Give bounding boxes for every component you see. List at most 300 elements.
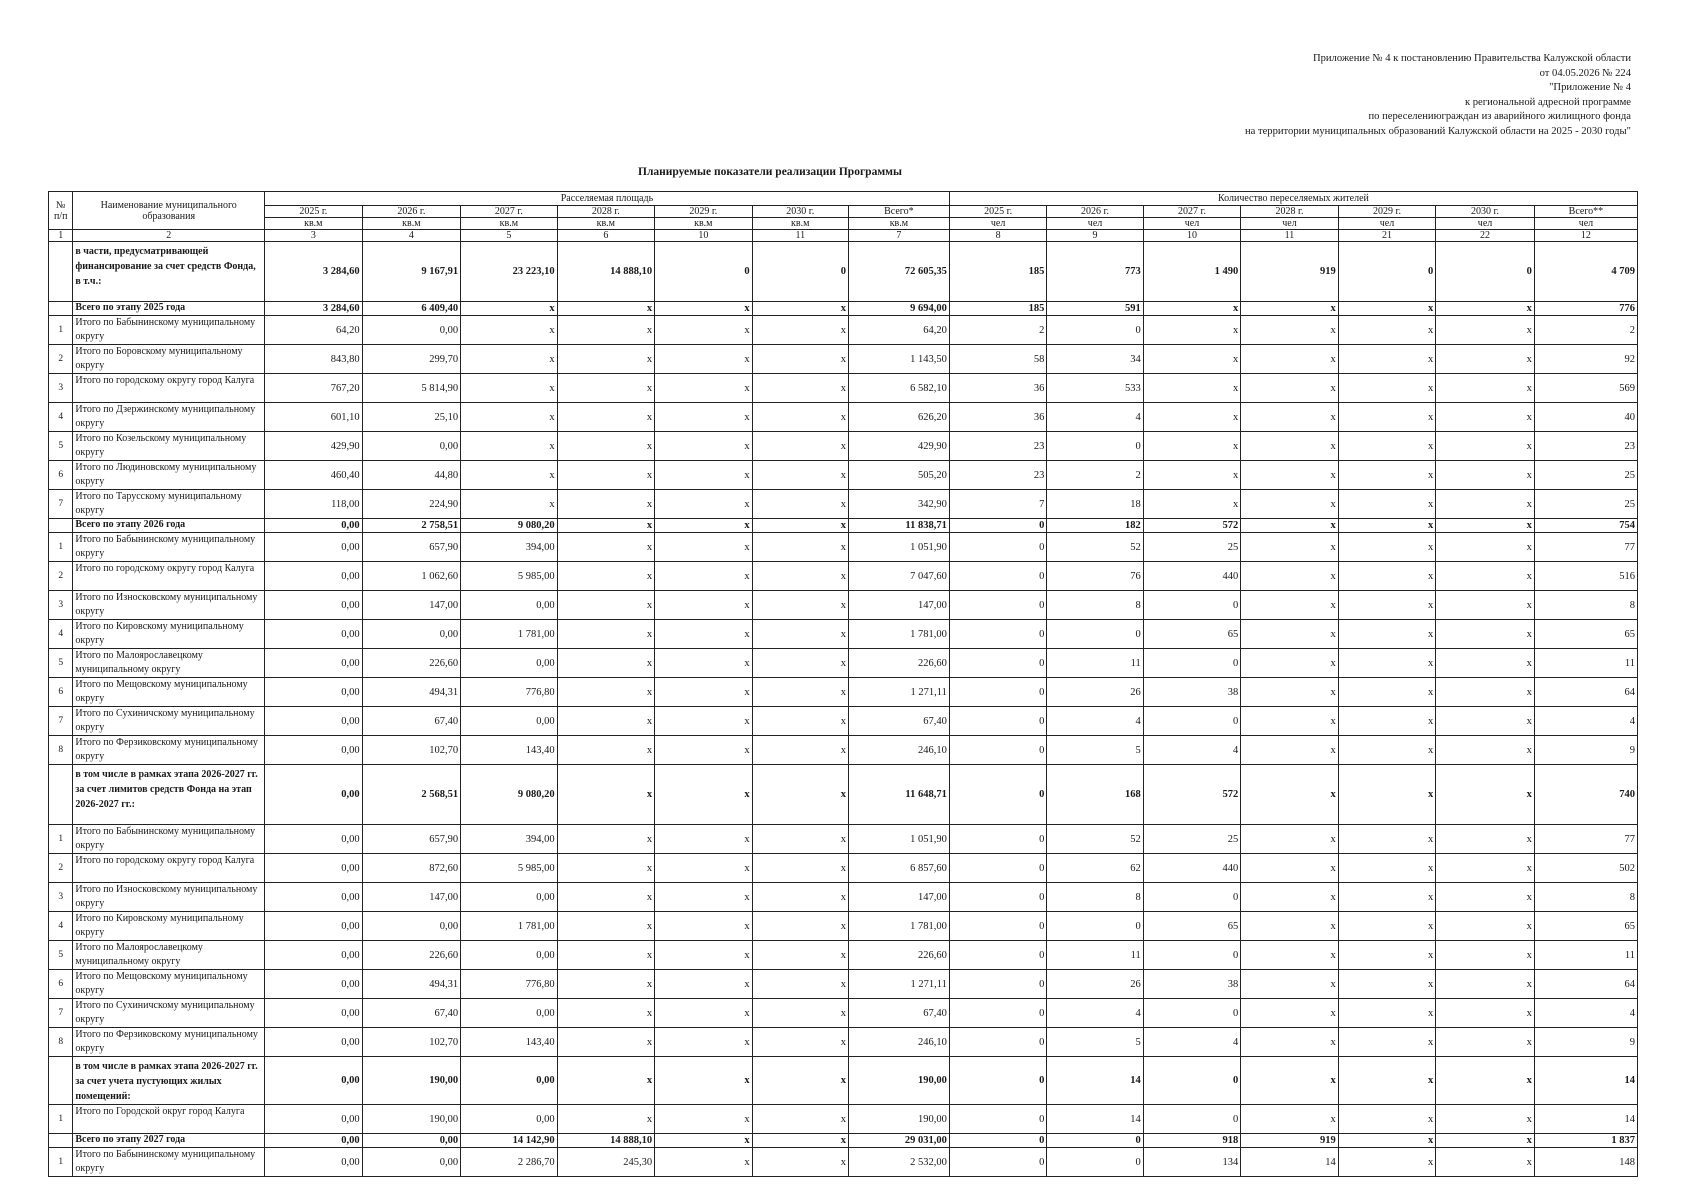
area-value-cell: 2 758,51 — [362, 519, 461, 533]
area-value-cell: 0,00 — [362, 316, 461, 345]
area-value-cell: x — [557, 854, 655, 883]
area-value-cell: x — [655, 941, 753, 970]
people-value-cell: 5 — [1047, 736, 1143, 765]
area-value-cell: 0,00 — [265, 1134, 363, 1148]
row-number: 7 — [49, 707, 73, 736]
people-value-cell: 4 — [1534, 999, 1637, 1028]
people-value-cell: 2 — [949, 316, 1047, 345]
people-value-cell: 569 — [1534, 374, 1637, 403]
row-number: 2 — [49, 854, 73, 883]
area-value-cell: 0 — [655, 242, 753, 302]
header-unit: кв.м — [655, 218, 753, 230]
area-value-cell: 0,00 — [362, 432, 461, 461]
area-value-cell: x — [752, 854, 848, 883]
people-value-cell: x — [1436, 707, 1535, 736]
people-value-cell: 11 — [1047, 941, 1143, 970]
area-value-cell: x — [557, 941, 655, 970]
area-value-cell: x — [752, 912, 848, 941]
header-year: 2029 г. — [1338, 206, 1436, 218]
municipality-name: Итого по Бабынинскому муниципальному округу — [73, 316, 265, 345]
area-value-cell: x — [752, 591, 848, 620]
area-value-cell: 44,80 — [362, 461, 461, 490]
area-value-cell: x — [752, 707, 848, 736]
row-number: 6 — [49, 970, 73, 999]
area-value-cell: x — [557, 1028, 655, 1057]
people-value-cell: 0 — [949, 941, 1047, 970]
area-value-cell: 0,00 — [265, 1028, 363, 1057]
area-value-cell: x — [461, 461, 557, 490]
people-value-cell: x — [1338, 620, 1436, 649]
people-value-cell: x — [1436, 883, 1535, 912]
people-value-cell: x — [1241, 1105, 1339, 1134]
municipality-name: в том числе в рамках этапа 2026-2027 гг. за счет учета пустующих жилых помещений: — [73, 1057, 265, 1105]
area-value-cell: 0,00 — [265, 1105, 363, 1134]
people-value-cell: 58 — [949, 345, 1047, 374]
area-value-cell: x — [557, 825, 655, 854]
people-value-cell: 64 — [1534, 678, 1637, 707]
area-value-cell: 147,00 — [362, 883, 461, 912]
people-value-cell: x — [1241, 999, 1339, 1028]
people-value-cell: x — [1241, 374, 1339, 403]
area-value-cell: 843,80 — [265, 345, 363, 374]
area-value-cell: 0,00 — [265, 912, 363, 941]
area-value-cell: 67,40 — [362, 707, 461, 736]
people-value-cell: 0 — [1047, 316, 1143, 345]
area-value-cell: 429,90 — [265, 432, 363, 461]
area-value-cell: x — [557, 461, 655, 490]
area-value-cell: 776,80 — [461, 678, 557, 707]
people-value-cell: x — [1241, 490, 1339, 519]
people-value-cell: 40 — [1534, 403, 1637, 432]
area-value-cell: x — [557, 1057, 655, 1105]
municipality-name: Итого по городскому округу город Калуга — [73, 562, 265, 591]
table-body — [49, 242, 1638, 1177]
area-value-cell: 0,00 — [265, 970, 363, 999]
table-row — [49, 1148, 1638, 1177]
people-value-cell: 25 — [1143, 825, 1241, 854]
area-value-cell: x — [752, 1057, 848, 1105]
people-value-cell: 591 — [1047, 302, 1143, 316]
area-value-cell: x — [752, 302, 848, 316]
area-value-cell: 143,40 — [461, 736, 557, 765]
people-value-cell: x — [1143, 461, 1241, 490]
people-value-cell: 14 — [1534, 1105, 1637, 1134]
municipality-name: Всего по этапу 2026 года — [73, 519, 265, 533]
people-value-cell: x — [1241, 316, 1339, 345]
area-value-cell: 601,10 — [265, 403, 363, 432]
area-value-cell: 0,00 — [461, 591, 557, 620]
area-value-cell: 0,00 — [265, 620, 363, 649]
area-value-cell: x — [557, 519, 655, 533]
people-value-cell: x — [1241, 883, 1339, 912]
people-value-cell: x — [1143, 403, 1241, 432]
people-value-cell: 14 — [1047, 1057, 1143, 1105]
area-value-cell: 394,00 — [461, 825, 557, 854]
people-value-cell: 572 — [1143, 765, 1241, 825]
people-value-cell: 92 — [1534, 345, 1637, 374]
area-value-cell: 118,00 — [265, 490, 363, 519]
people-value-cell: 9 — [1534, 1028, 1637, 1057]
municipality-name: в части, предусматривающей финансирование за счет средств Фонда, в т.ч.: — [73, 242, 265, 302]
table-row — [49, 1028, 1638, 1057]
header-unit: чел — [1047, 218, 1143, 230]
area-value-cell: x — [655, 854, 753, 883]
area-value-cell: 0,00 — [265, 765, 363, 825]
area-value-cell: x — [655, 1148, 753, 1177]
people-value-cell: 65 — [1534, 912, 1637, 941]
people-value-cell: x — [1338, 533, 1436, 562]
row-number: 4 — [49, 403, 73, 432]
people-value-cell: 52 — [1047, 825, 1143, 854]
area-value-cell: 0,00 — [362, 912, 461, 941]
people-value-cell: 0 — [1143, 591, 1241, 620]
header-unit: кв.м — [265, 218, 363, 230]
people-value-cell: 23 — [949, 432, 1047, 461]
table-row — [49, 883, 1638, 912]
people-value-cell: 0 — [949, 765, 1047, 825]
people-value-cell: 64 — [1534, 970, 1637, 999]
area-value-cell: x — [752, 374, 848, 403]
people-value-cell: x — [1241, 432, 1339, 461]
people-value-cell: x — [1436, 432, 1535, 461]
header-year: 2028 г. — [1241, 206, 1339, 218]
people-value-cell: 14 — [1534, 1057, 1637, 1105]
area-value-cell: 147,00 — [362, 591, 461, 620]
row-number — [49, 765, 73, 825]
column-number-row — [49, 230, 1638, 242]
people-value-cell: 185 — [949, 302, 1047, 316]
row-number: 8 — [49, 1028, 73, 1057]
people-value-cell: 0 — [949, 736, 1047, 765]
area-value-cell: 0,00 — [461, 941, 557, 970]
municipality-name: Итого по Сухиничскому муниципальному округу — [73, 707, 265, 736]
area-value-cell: x — [655, 825, 753, 854]
people-value-cell: 0 — [1143, 941, 1241, 970]
area-value-cell: 14 888,10 — [557, 1134, 655, 1148]
people-value-cell: x — [1241, 403, 1339, 432]
people-value-cell: x — [1241, 591, 1339, 620]
municipality-name: Итого по городскому округу город Калуга — [73, 854, 265, 883]
area-value-cell: 5 985,00 — [461, 854, 557, 883]
table-row — [49, 562, 1638, 591]
header-year: 2027 г. — [1143, 206, 1241, 218]
people-value-cell: x — [1436, 765, 1535, 825]
people-value-cell: x — [1241, 620, 1339, 649]
people-value-cell: x — [1338, 941, 1436, 970]
area-value-cell: 0,00 — [461, 649, 557, 678]
people-value-cell: x — [1338, 912, 1436, 941]
people-value-cell: x — [1436, 970, 1535, 999]
people-value-cell: x — [1241, 533, 1339, 562]
column-number: 21 — [1338, 230, 1436, 242]
row-number: 7 — [49, 490, 73, 519]
header-unit: чел — [1534, 218, 1637, 230]
people-value-cell: x — [1436, 533, 1535, 562]
people-value-cell: x — [1338, 562, 1436, 591]
area-value-cell: 25,10 — [362, 403, 461, 432]
header-unit: кв.м — [752, 218, 848, 230]
people-value-cell: 0 — [949, 999, 1047, 1028]
people-value-cell: 516 — [1534, 562, 1637, 591]
people-value-cell: x — [1241, 519, 1339, 533]
table-row — [49, 432, 1638, 461]
people-value-cell: 62 — [1047, 854, 1143, 883]
municipality-name: Всего по этапу 2027 года — [73, 1134, 265, 1148]
people-value-cell: x — [1436, 941, 1535, 970]
area-value-cell: 0,00 — [265, 591, 363, 620]
people-value-cell: 7 — [949, 490, 1047, 519]
area-value-cell: x — [557, 533, 655, 562]
header-note-line: к региональной адресной программе — [1464, 96, 1631, 108]
people-value-cell: 0 — [1143, 649, 1241, 678]
people-value-cell: x — [1338, 403, 1436, 432]
area-value-cell: x — [655, 1028, 753, 1057]
area-value-cell: 190,00 — [362, 1105, 461, 1134]
area-value-cell: 2 568,51 — [362, 765, 461, 825]
people-value-cell: x — [1241, 854, 1339, 883]
table-row — [49, 490, 1638, 519]
area-value-cell: x — [752, 1134, 848, 1148]
people-value-cell: 65 — [1143, 912, 1241, 941]
people-value-cell: 8 — [1534, 591, 1637, 620]
header-unit: чел — [1143, 218, 1241, 230]
row-number: 2 — [49, 562, 73, 591]
people-value-cell: 440 — [1143, 562, 1241, 591]
area-value-cell: x — [752, 970, 848, 999]
area-value-cell: 299,70 — [362, 345, 461, 374]
people-value-cell: 0 — [1436, 242, 1535, 302]
people-value-cell: x — [1338, 825, 1436, 854]
header-group-people: Количество переселяемых жителей — [949, 192, 1637, 206]
area-value-cell: x — [655, 649, 753, 678]
row-number: 6 — [49, 678, 73, 707]
people-value-cell: x — [1338, 1148, 1436, 1177]
people-value-cell: x — [1338, 1028, 1436, 1057]
people-value-cell: 0 — [949, 1134, 1047, 1148]
area-value-cell: 494,31 — [362, 678, 461, 707]
area-value-cell: 67,40 — [848, 707, 949, 736]
header-year: 2029 г. — [655, 206, 753, 218]
municipality-name: Итого по Бабынинскому муниципальному округу — [73, 1148, 265, 1177]
header-year: 2030 г. — [752, 206, 848, 218]
people-value-cell: 0 — [949, 620, 1047, 649]
column-number: 3 — [265, 230, 363, 242]
area-value-cell: 2 532,00 — [848, 1148, 949, 1177]
area-value-cell: 1 143,50 — [848, 345, 949, 374]
area-value-cell: 9 694,00 — [848, 302, 949, 316]
area-value-cell: x — [655, 345, 753, 374]
people-value-cell: x — [1436, 562, 1535, 591]
people-value-cell: x — [1143, 316, 1241, 345]
header-unit: кв.м — [461, 218, 557, 230]
area-value-cell: 3 284,60 — [265, 242, 363, 302]
people-value-cell: 0 — [949, 970, 1047, 999]
column-number: 7 — [848, 230, 949, 242]
area-value-cell: x — [752, 432, 848, 461]
people-value-cell: x — [1241, 678, 1339, 707]
people-value-cell: x — [1436, 825, 1535, 854]
area-value-cell: 1 271,11 — [848, 970, 949, 999]
people-value-cell: x — [1436, 490, 1535, 519]
row-number: 1 — [49, 316, 73, 345]
area-value-cell: x — [752, 941, 848, 970]
area-value-cell: x — [557, 591, 655, 620]
people-value-cell: 77 — [1534, 533, 1637, 562]
people-value-cell: 0 — [949, 854, 1047, 883]
area-value-cell: x — [557, 562, 655, 591]
people-value-cell: 4 — [1047, 999, 1143, 1028]
area-value-cell: 1 062,60 — [362, 562, 461, 591]
area-value-cell: x — [557, 403, 655, 432]
row-number: 1 — [49, 533, 73, 562]
people-value-cell: x — [1241, 825, 1339, 854]
table-row — [49, 999, 1638, 1028]
area-value-cell: x — [557, 316, 655, 345]
table-row — [49, 1134, 1638, 1148]
area-value-cell: x — [655, 562, 753, 591]
people-value-cell: x — [1338, 707, 1436, 736]
people-value-cell: x — [1241, 461, 1339, 490]
area-value-cell: x — [557, 345, 655, 374]
area-value-cell: x — [752, 490, 848, 519]
municipality-name: Итого по Кировскому муниципальному округу — [73, 912, 265, 941]
area-value-cell: 190,00 — [362, 1057, 461, 1105]
area-value-cell: x — [752, 345, 848, 374]
header-year: Всего* — [848, 206, 949, 218]
area-value-cell: 23 223,10 — [461, 242, 557, 302]
area-value-cell: 626,20 — [848, 403, 949, 432]
area-value-cell: 190,00 — [848, 1105, 949, 1134]
area-value-cell: x — [461, 345, 557, 374]
people-value-cell: x — [1436, 519, 1535, 533]
area-value-cell: x — [655, 302, 753, 316]
people-value-cell: 34 — [1047, 345, 1143, 374]
row-number — [49, 302, 73, 316]
table-row — [49, 461, 1638, 490]
people-value-cell: 23 — [1534, 432, 1637, 461]
people-value-cell: 440 — [1143, 854, 1241, 883]
table-row — [49, 1057, 1638, 1105]
people-value-cell: x — [1436, 620, 1535, 649]
header-year: 2026 г. — [1047, 206, 1143, 218]
municipality-name: Итого по Дзержинскому муниципальному округу — [73, 403, 265, 432]
row-number: 5 — [49, 649, 73, 678]
municipality-name: Всего по этапу 2025 года — [73, 302, 265, 316]
area-value-cell: 657,90 — [362, 825, 461, 854]
people-value-cell: x — [1436, 649, 1535, 678]
area-value-cell: x — [655, 519, 753, 533]
area-value-cell: 245,30 — [557, 1148, 655, 1177]
people-value-cell: 776 — [1534, 302, 1637, 316]
area-value-cell: 6 857,60 — [848, 854, 949, 883]
area-value-cell: x — [752, 1105, 848, 1134]
municipality-name: Итого по Козельскому муниципальному округу — [73, 432, 265, 461]
area-value-cell: x — [655, 316, 753, 345]
header-note-line: "Приложение № 4 — [1549, 82, 1631, 94]
people-value-cell: x — [1436, 678, 1535, 707]
people-value-cell: x — [1436, 1105, 1535, 1134]
people-value-cell: x — [1143, 490, 1241, 519]
people-value-cell: x — [1338, 970, 1436, 999]
municipality-name: Итого по Ферзиковскому муниципальному округу — [73, 1028, 265, 1057]
people-value-cell: x — [1241, 1028, 1339, 1057]
people-value-cell: x — [1436, 316, 1535, 345]
table-row — [49, 316, 1638, 345]
area-value-cell: 6 409,40 — [362, 302, 461, 316]
area-value-cell: x — [752, 678, 848, 707]
column-number: 1 — [49, 230, 73, 242]
people-value-cell: x — [1338, 854, 1436, 883]
area-value-cell: x — [655, 736, 753, 765]
area-value-cell: x — [557, 765, 655, 825]
area-value-cell: 102,70 — [362, 1028, 461, 1057]
area-value-cell: 0,00 — [265, 1057, 363, 1105]
area-value-cell: 9 080,20 — [461, 765, 557, 825]
header-unit: чел — [949, 218, 1047, 230]
people-value-cell: 0 — [1047, 1134, 1143, 1148]
people-value-cell: x — [1436, 461, 1535, 490]
people-value-cell: 0 — [949, 533, 1047, 562]
area-value-cell: 1 271,11 — [848, 678, 949, 707]
people-value-cell: 76 — [1047, 562, 1143, 591]
row-number: 3 — [49, 883, 73, 912]
people-value-cell: 182 — [1047, 519, 1143, 533]
municipality-name: Итого по Износковскому муниципальному округу — [73, 591, 265, 620]
people-value-cell: 0 — [1047, 620, 1143, 649]
area-value-cell: x — [557, 432, 655, 461]
area-value-cell: 0 — [752, 242, 848, 302]
area-value-cell: 64,20 — [265, 316, 363, 345]
people-value-cell: x — [1338, 345, 1436, 374]
area-value-cell: 394,00 — [461, 533, 557, 562]
people-value-cell: 168 — [1047, 765, 1143, 825]
area-value-cell: x — [557, 970, 655, 999]
area-value-cell: x — [752, 403, 848, 432]
area-value-cell: 429,90 — [848, 432, 949, 461]
people-value-cell: x — [1143, 302, 1241, 316]
area-value-cell: x — [655, 765, 753, 825]
area-value-cell: 14 142,90 — [461, 1134, 557, 1148]
header-year: 2026 г. — [362, 206, 461, 218]
people-value-cell: 0 — [949, 649, 1047, 678]
people-value-cell: x — [1241, 736, 1339, 765]
row-number: 6 — [49, 461, 73, 490]
people-value-cell: 0 — [949, 678, 1047, 707]
people-value-cell: x — [1241, 302, 1339, 316]
people-value-cell: 8 — [1047, 591, 1143, 620]
area-value-cell: 190,00 — [848, 1057, 949, 1105]
area-value-cell: x — [752, 649, 848, 678]
people-value-cell: x — [1436, 591, 1535, 620]
area-value-cell: x — [655, 374, 753, 403]
table-row — [49, 970, 1638, 999]
municipality-name: Итого по Людиновскому муниципальному округу — [73, 461, 265, 490]
area-value-cell: 872,60 — [362, 854, 461, 883]
people-value-cell: 1 837 — [1534, 1134, 1637, 1148]
column-number: 22 — [1436, 230, 1535, 242]
row-number — [49, 519, 73, 533]
table-row — [49, 302, 1638, 316]
area-value-cell: x — [655, 678, 753, 707]
area-value-cell: 1 051,90 — [848, 825, 949, 854]
area-value-cell: x — [461, 316, 557, 345]
area-value-cell: x — [752, 620, 848, 649]
table-row — [49, 620, 1638, 649]
people-value-cell: 0 — [949, 591, 1047, 620]
area-value-cell: 657,90 — [362, 533, 461, 562]
people-value-cell: x — [1436, 912, 1535, 941]
area-value-cell: x — [752, 883, 848, 912]
